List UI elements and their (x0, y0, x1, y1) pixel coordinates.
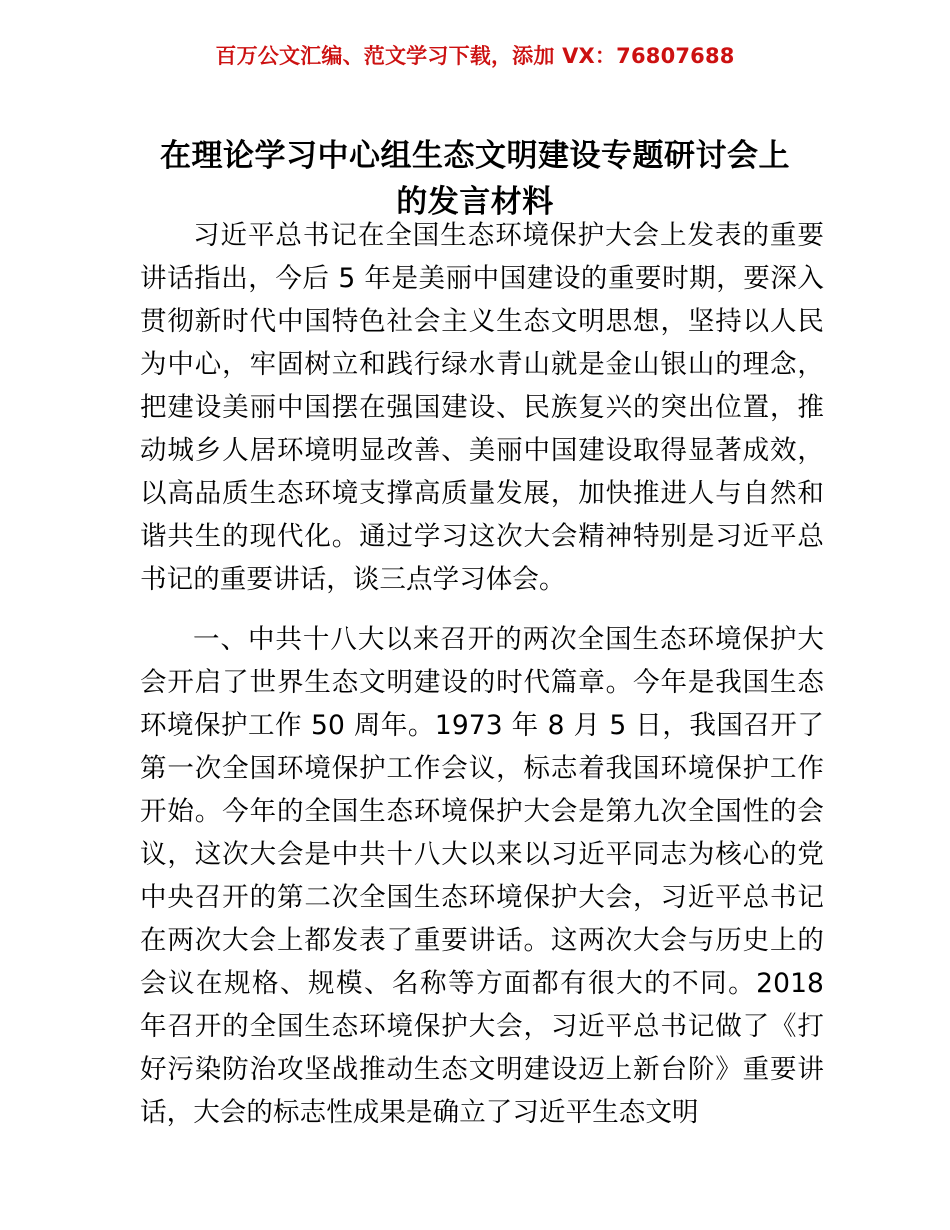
page-title: 在理论学习中心组生态文明建设专题研讨会上的发言材料 (160, 137, 790, 220)
document-body (140, 214, 824, 1134)
promo-banner: 百万公文汇编、范文学习下载，添加 VX：76807688 (215, 44, 735, 68)
paragraph: 一、中共十八大以来召开的两次全国生态环境保护大会开启了世界生态文明建设的时代篇章。今年是我国生态环境保护工作 50 周年。1973 年 8 月 5 日，我国召开了第一次全国环境保护工作会议，标志着我国环境保护工作开始。今年的全国生态环境保护大会是第九次全国性的会议，这次大会是中共十八大以来以习近平同志为核心的党中央召开的第二次全国生态环境保护大会，习近平总书记在两次大会上都发表了重要讲话。这两次大会与历史上的会议在规格、规模、名称等方面都有很大的不同。2018 年召开的全国生态环境保护大会，习近平总书记做了《打好污染防治攻坚战推动生态文明建设迈上新台阶》重要讲话，大会的标志性成果是确立了习近平生态文明 (140, 624, 824, 1128)
paragraph: 习近平总书记在全国生态环境保护大会上发表的重要讲话指出，今后 5 年是美丽中国建设的重要时期，要深入贯彻新时代中国特色社会主义生态文明思想，坚持以人民为中心，牢固树立和践行绿水青山就是金山银山的理念，把建设美丽中国摆在强国建设、民族复兴的突出位置，推动城乡人居环境明显改善、美丽中国建设取得显著成效，以高品质生态环境支撑高质量发展，加快推进人与自然和谐共生的现代化。通过学习这次大会精神特别是习近平总书记的重要讲话，谈三点学习体会。 (140, 220, 824, 595)
